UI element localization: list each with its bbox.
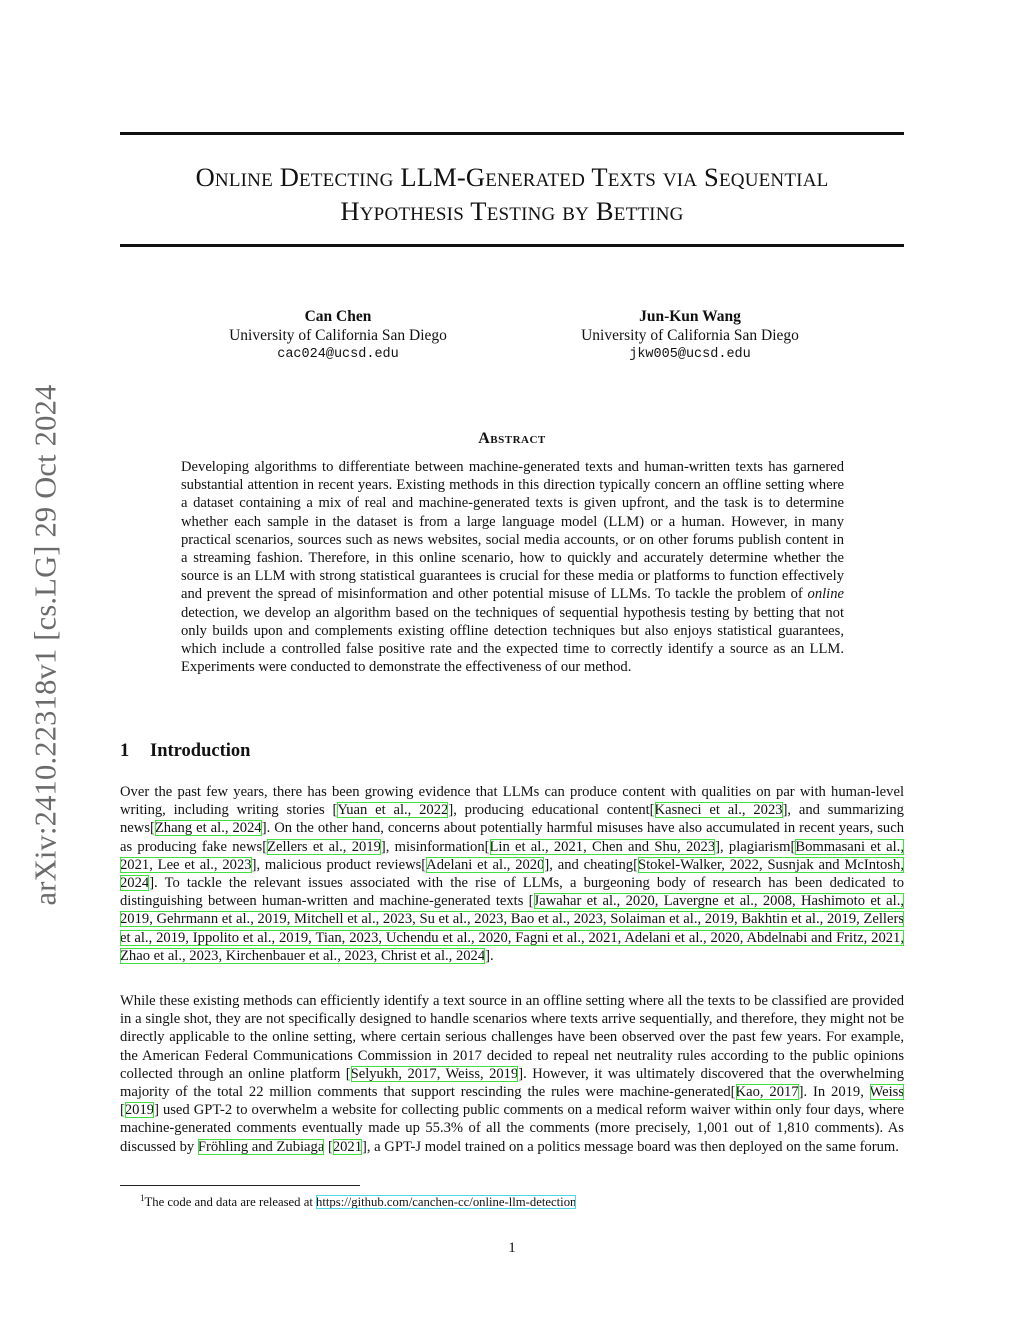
intro-paragraph-2 xyxy=(120,992,904,1156)
intro-paragraph-1 xyxy=(120,783,904,965)
abstract-heading: Abstract xyxy=(478,430,546,447)
citation-link[interactable]: Zhang et al., 2024 xyxy=(154,820,262,837)
paragraph-text: ], and cheating[ xyxy=(544,856,638,873)
paragraph-text: ], malicious product reviews[ xyxy=(251,856,427,873)
author-name: Can Chen xyxy=(304,308,372,325)
section-heading-introduction xyxy=(120,741,250,762)
citation-link[interactable]: Adelani et al., 2020 xyxy=(426,856,545,873)
abstract-emphasis: online xyxy=(807,586,844,603)
citation-link[interactable]: Jawahar et al., 2020, Lavergne et al., 2008, Hashimoto et al., 2019, Gehrmann et al., 2019, Mitchell et al., 2023, Su et al., 2023, Bao et al., 2023, Solaiman et al., 2019, Bakhtin et al., 2019, Zellers et al., 2019, Ippolito et al., 2019, Tian, 2023, Uchendu et al., 2020, Fagni et al., 2021, Adelani et al., 2020, Abdelnabi and Fritz, 2021, Zhao et al., 2023, Kirchenbauer et al., 2023, Christ et al., 2024 xyxy=(120,893,904,964)
paragraph-text: [ xyxy=(324,1138,333,1155)
citation-link[interactable]: Kasneci et al., 2023 xyxy=(654,802,783,819)
citation-link[interactable]: Yuan et al., 2022 xyxy=(337,802,449,819)
footnote-divider xyxy=(120,1185,360,1186)
paragraph-text: ]. In 2019, xyxy=(798,1084,870,1101)
citation-link[interactable]: Weiss xyxy=(869,1084,904,1101)
paragraph-text: ]. To tackle the relevant issues associated with the rise of LLMs, a burgeoning body of research has been dedicated to distinguishing between human-written and machine-generated texts [ xyxy=(120,875,904,910)
citation-link[interactable]: Zellers et al., 2019 xyxy=(267,838,381,855)
paragraph-text: ], producing educational content[ xyxy=(448,802,655,819)
paragraph-text: ]. On the other hand, concerns about potentially harmful misuses have also accumulated in recent years, such as producing fake news[ xyxy=(120,820,904,855)
paragraph-text: comments). As discussed by xyxy=(120,1120,904,1155)
title-line-1: Online Detecting LLM-Generated Texts via Sequential xyxy=(195,162,829,192)
paragraph-text: ]. xyxy=(485,947,494,964)
abstract-text: detection, we develop an algorithm based on the techniques of sequential hypothesis testing by betting that not only builds upon and complements existing offline detection techniques but also enjoys statistical guarantees, which include a controlled false positive rate and the expected time to correctly identify a source as an LLM. Experiments were conducted to demonstrate the effectiveness of our method. xyxy=(181,604,844,676)
abstract-body xyxy=(181,458,844,676)
citation-link[interactable]: Selyukh, 2017, Weiss, 2019 xyxy=(350,1065,519,1082)
paragraph-text: ], misinformation[ xyxy=(380,838,490,855)
paragraph-text: ], a GPT-J model trained on a politics message board was then deployed on the same forum. xyxy=(362,1138,899,1155)
code-repository-link[interactable]: https://github.com/canchen-cc/online-llm-detection xyxy=(316,1195,577,1210)
author-2 xyxy=(510,307,870,364)
section-title: Introduction xyxy=(150,741,251,761)
abstract-text: Developing algorithms to differentiate between machine-generated texts and human-written texts has garnered substantial attention in recent years. Existing methods in this direction typically concern an offline setting where a dataset containing a mix of real and machine-generated texts is given upfront, and the task is to determine whether each sample in the dataset is from a large language model (LLM) or a human. However, in many practical scenarios, sources such as news websites, social media accounts, or on other forums publish content in a streaming fashion. Therefore, in this online scenario, how to quickly and accurately determine whether the source is an LLM with strong statistical guarantees is crucial for these media or platforms to function effectively and prevent the spread of misinformation and other potential misuse of LLMs. To tackle the problem of xyxy=(181,459,844,603)
paragraph-text: ], and summarizing news[ xyxy=(120,802,904,837)
author-affiliation: University of California San Diego xyxy=(229,327,447,344)
footnote-mark: 1 xyxy=(140,1193,145,1203)
paragraph-text: ]. However, it was ultimately discovered that the overwhelming majority of the total 22 million comments that support rescinding the rules were machine-generated[ xyxy=(120,1065,904,1101)
citation-link[interactable]: Lin et al., 2021, Chen and Shu, 2023 xyxy=(489,838,716,855)
author-1 xyxy=(158,307,518,364)
author-email[interactable]: cac024@ucsd.edu xyxy=(277,347,399,362)
footnote-text: The code and data are released at xyxy=(144,1195,317,1210)
author-email[interactable]: jkw005@ucsd.edu xyxy=(629,347,751,362)
citation-link[interactable]: 2021 xyxy=(332,1138,363,1155)
paragraph-text: While these existing methods can efficiently identify a text source in an offline setting where all the texts to be classified are provided in a single shot, they are not specifically designed to handle scenarios where texts arrive sequentially, and therefore, they might not be directly applicable to the online setting, where certain serious challenges have been observed over the past few years. For example, the American Federal Communications Commission in 2017 decided to repeal net neutrality rules according to the public opinions collected through an online platform [ xyxy=(120,993,904,1082)
citation-link[interactable]: Fröhling and Zubiaga xyxy=(197,1138,325,1155)
author-name: Jun-Kun Wang xyxy=(639,308,741,325)
citation-link[interactable]: Stokel-Walker, 2022, Susnjak and McIntosh, 2024 xyxy=(120,856,904,892)
footnote xyxy=(140,1190,576,1210)
title-line-2: Hypothesis Testing by Betting xyxy=(340,196,684,226)
citation-link[interactable]: 2019 xyxy=(124,1102,155,1119)
math-value: 1,810 xyxy=(776,1120,810,1137)
math-value: 55.3% xyxy=(425,1120,464,1137)
citation-link[interactable]: Kao, 2017 xyxy=(735,1084,799,1101)
math-value: 1,001 xyxy=(696,1120,730,1137)
paragraph-text: of all the comments (more precisely, xyxy=(463,1120,697,1137)
section-number: 1 xyxy=(120,741,130,761)
paragraph-text: out of xyxy=(729,1120,777,1137)
paper-title xyxy=(120,160,904,228)
page-number: 1 xyxy=(508,1240,516,1256)
paragraph-text: ] used GPT-2 to overwhelm a website for collecting public comments on a medical reform waiver within only four days, where machine-generated comments eventually made up xyxy=(120,1102,904,1137)
arxiv-stamp: arXiv:2410.22318v1 [cs.LG] 29 Oct 2024 xyxy=(28,384,63,906)
paragraph-text: Over the past few years, there has been growing evidence that LLMs can produce content with qualities on par with human-level writing, including writing stories [ xyxy=(120,784,904,819)
title-rule-top xyxy=(120,132,904,135)
citation-link[interactable]: Bommasani et al., 2021, Lee et al., 2023 xyxy=(120,838,904,873)
paragraph-text: [ xyxy=(120,1102,125,1119)
author-affiliation: University of California San Diego xyxy=(581,327,799,344)
paragraph-text: ], plagiarism[ xyxy=(715,838,796,855)
title-rule-bottom xyxy=(120,244,904,247)
